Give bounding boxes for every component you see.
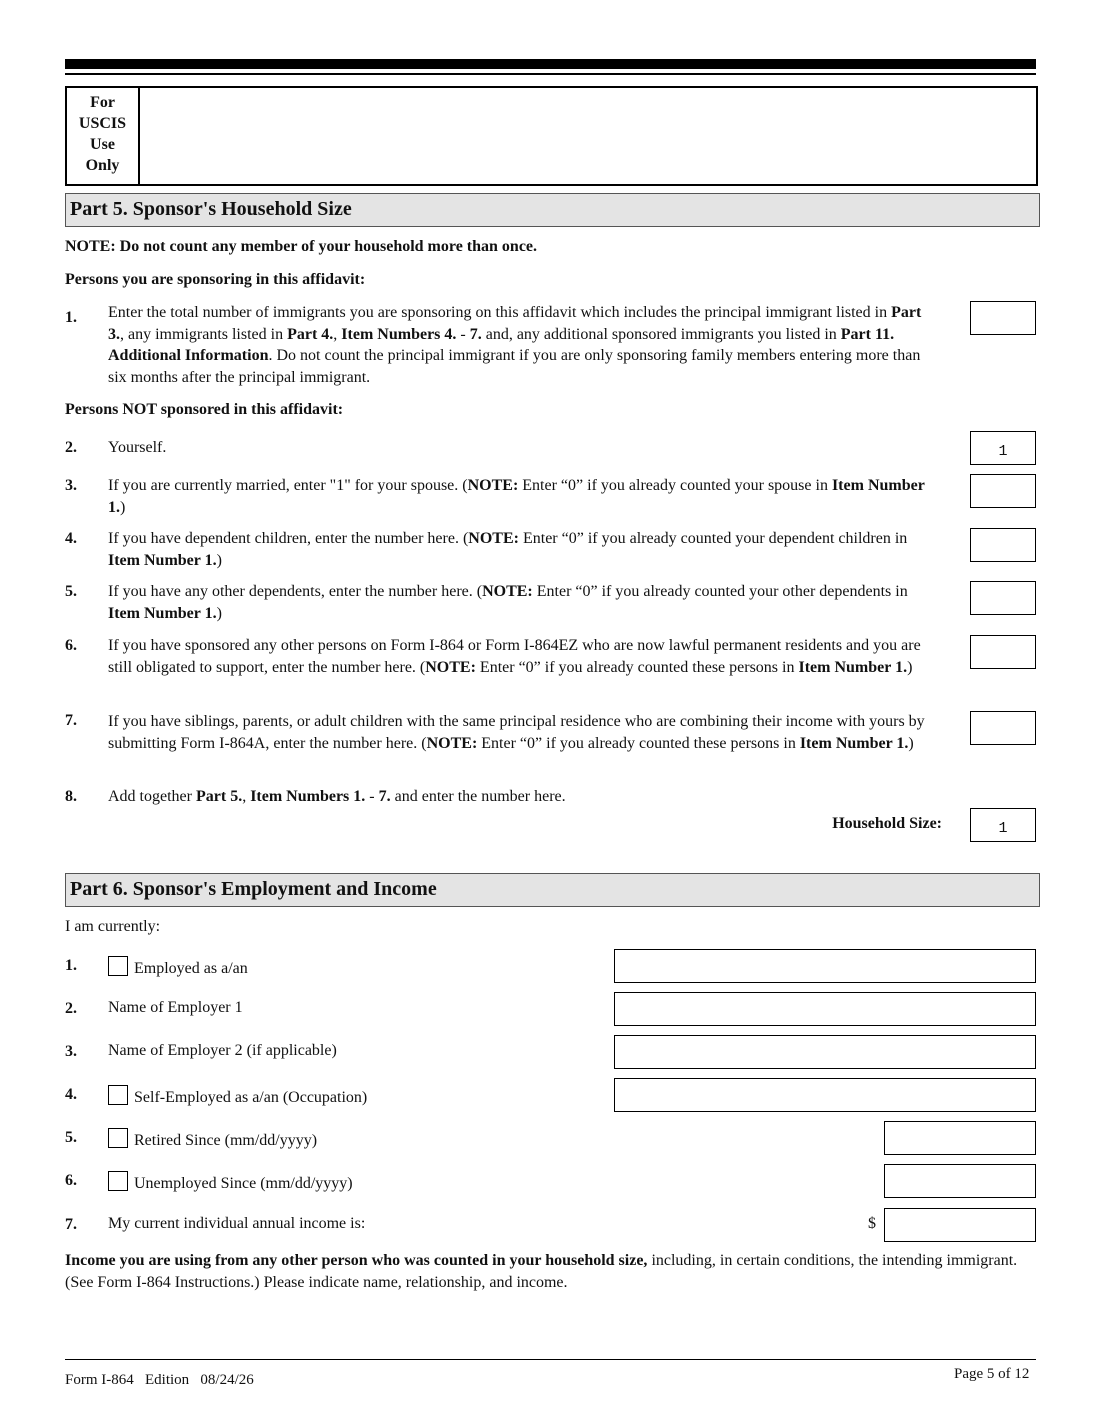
top-rule-thick xyxy=(65,59,1036,69)
item-6-text: If you have sponsored any other persons on Form I-864 or Form I-864EZ who are now lawful permanent residents and you are still obligated to support, enter the number here. (NOTE: Enter “0” if you already counted these persons in Item Number 1.) xyxy=(108,637,921,676)
yourself-count-input[interactable]: 1 xyxy=(970,431,1036,465)
retired-option xyxy=(108,1128,317,1150)
item-3-text: If you are currently married, enter "1" for your spouse. (NOTE: Enter “0” if you already counted your spouse in Item Number 1.) xyxy=(108,477,925,516)
unemployed-label: Unemployed Since (mm/dd/yyyy) xyxy=(134,1175,353,1192)
item-number: 1. xyxy=(65,957,77,974)
retired-checkbox[interactable] xyxy=(108,1128,128,1148)
annual-income-label: My current individual annual income is: xyxy=(108,1215,366,1232)
retired-label: Retired Since (mm/dd/yyyy) xyxy=(134,1132,318,1149)
item-number: 3. xyxy=(65,477,77,494)
item-number: 1. xyxy=(65,309,77,326)
income-from-others-paragraph xyxy=(65,1250,1035,1294)
uscis-label-line: For xyxy=(90,94,115,111)
sponsored-count-input[interactable] xyxy=(970,301,1036,335)
uscis-label-line: Use xyxy=(90,136,115,153)
part6-header: Part 6. Sponsor's Employment and Income xyxy=(65,873,1040,907)
footer-rule xyxy=(65,1359,1036,1360)
household-size-input[interactable]: 1 xyxy=(970,808,1036,842)
uscis-use-only-label xyxy=(67,88,140,184)
dollar-sign: $ xyxy=(868,1215,876,1232)
unemployed-checkbox[interactable] xyxy=(108,1171,128,1191)
item-2-text: Yourself. xyxy=(108,439,167,456)
part5-header: Part 5. Sponsor's Household Size xyxy=(65,193,1040,227)
item-number: 8. xyxy=(65,788,77,805)
employed-option xyxy=(108,956,248,978)
item-8-text: Add together Part 5., Item Numbers 1. - 7. and enter the number here. xyxy=(108,788,566,805)
item-5-text: If you have any other dependents, enter the number here. (NOTE: Enter “0” if you already counted your other dependents in Item Number 1.) xyxy=(108,583,908,622)
income-para-rest: including, in certain conditions, the intending immigrant. (See Form I-864 Instructions.) Please indicate name, relationship, and income. xyxy=(65,1252,1018,1291)
i864a-count-input[interactable] xyxy=(970,711,1036,745)
item-number: 2. xyxy=(65,439,77,456)
children-count-input[interactable] xyxy=(970,528,1036,562)
item-number: 4. xyxy=(65,1086,77,1103)
self-employed-label: Self-Employed as a/an (Occupation) xyxy=(134,1089,368,1106)
uscis-label-line: USCIS xyxy=(78,115,127,132)
other-dependents-count-input[interactable] xyxy=(970,581,1036,615)
item-7-text: If you have siblings, parents, or adult children with the same principal residence who are combining their income with yours by submitting Form I-864A, enter the number here. (NOTE: Enter “0” if you already counted these persons in Item Number 1.) xyxy=(108,713,925,752)
form-edition: Form I-864 Edition 08/24/26 xyxy=(65,1372,254,1388)
self-employed-occupation-input[interactable] xyxy=(614,1078,1036,1112)
uscis-use-only-box xyxy=(65,86,1038,186)
unemployed-date-input[interactable] xyxy=(884,1164,1036,1198)
item-number: 7. xyxy=(65,712,77,729)
spouse-count-input[interactable] xyxy=(970,474,1036,508)
item-number: 5. xyxy=(65,583,77,600)
top-rule-thin xyxy=(65,73,1036,75)
self-employed-option xyxy=(108,1085,367,1107)
retired-date-input[interactable] xyxy=(884,1121,1036,1155)
item-number: 6. xyxy=(65,1172,77,1189)
not-sponsored-heading: Persons NOT sponsored in this affidavit: xyxy=(65,401,344,418)
sponsored-heading: Persons you are sponsoring in this affidavit: xyxy=(65,271,366,288)
item-number: 5. xyxy=(65,1129,77,1146)
annual-income-input[interactable] xyxy=(884,1208,1036,1242)
prior-sponsored-count-input[interactable] xyxy=(970,635,1036,669)
occupation-input[interactable] xyxy=(614,949,1036,983)
item-number: 3. xyxy=(65,1043,77,1060)
employed-checkbox[interactable] xyxy=(108,956,128,976)
unemployed-option xyxy=(108,1171,353,1193)
part5-note: NOTE: Do not count any member of your household more than once. xyxy=(65,238,538,255)
item-number: 7. xyxy=(65,1216,77,1233)
item-number: 4. xyxy=(65,530,77,547)
self-employed-checkbox[interactable] xyxy=(108,1085,128,1105)
income-para-bold: Income you are using from any other person who was counted in your household size, xyxy=(65,1252,648,1269)
employer2-label: Name of Employer 2 (if applicable) xyxy=(108,1042,337,1059)
employer1-input[interactable] xyxy=(614,992,1036,1026)
uscis-label-line: Only xyxy=(85,157,120,174)
item-number: 2. xyxy=(65,1000,77,1017)
household-size-label: Household Size: xyxy=(832,815,942,832)
employed-label: Employed as a/an xyxy=(134,960,248,977)
item-4-text: If you have dependent children, enter the number here. (NOTE: Enter “0” if you already counted your dependent children in Item Number 1.) xyxy=(108,530,908,569)
employer2-input[interactable] xyxy=(614,1035,1036,1069)
item-1-text: Enter the total number of immigrants you are sponsoring on this affidavit which includes the principal immigrant listed in Part 3., any immigrants listed in Part 4., Item Numbers 4. - 7. and, any additional sponsored immigrants you listed in Part 11. Additional Information. Do not count the principal immigrant if you are only sponsoring family members entering more than six months after the principal immigrant. xyxy=(108,304,922,386)
employer1-label: Name of Employer 1 xyxy=(108,999,243,1016)
item-number: 6. xyxy=(65,637,77,654)
employment-intro: I am currently: xyxy=(65,918,161,935)
page-number: Page 5 of 12 xyxy=(954,1366,1030,1382)
